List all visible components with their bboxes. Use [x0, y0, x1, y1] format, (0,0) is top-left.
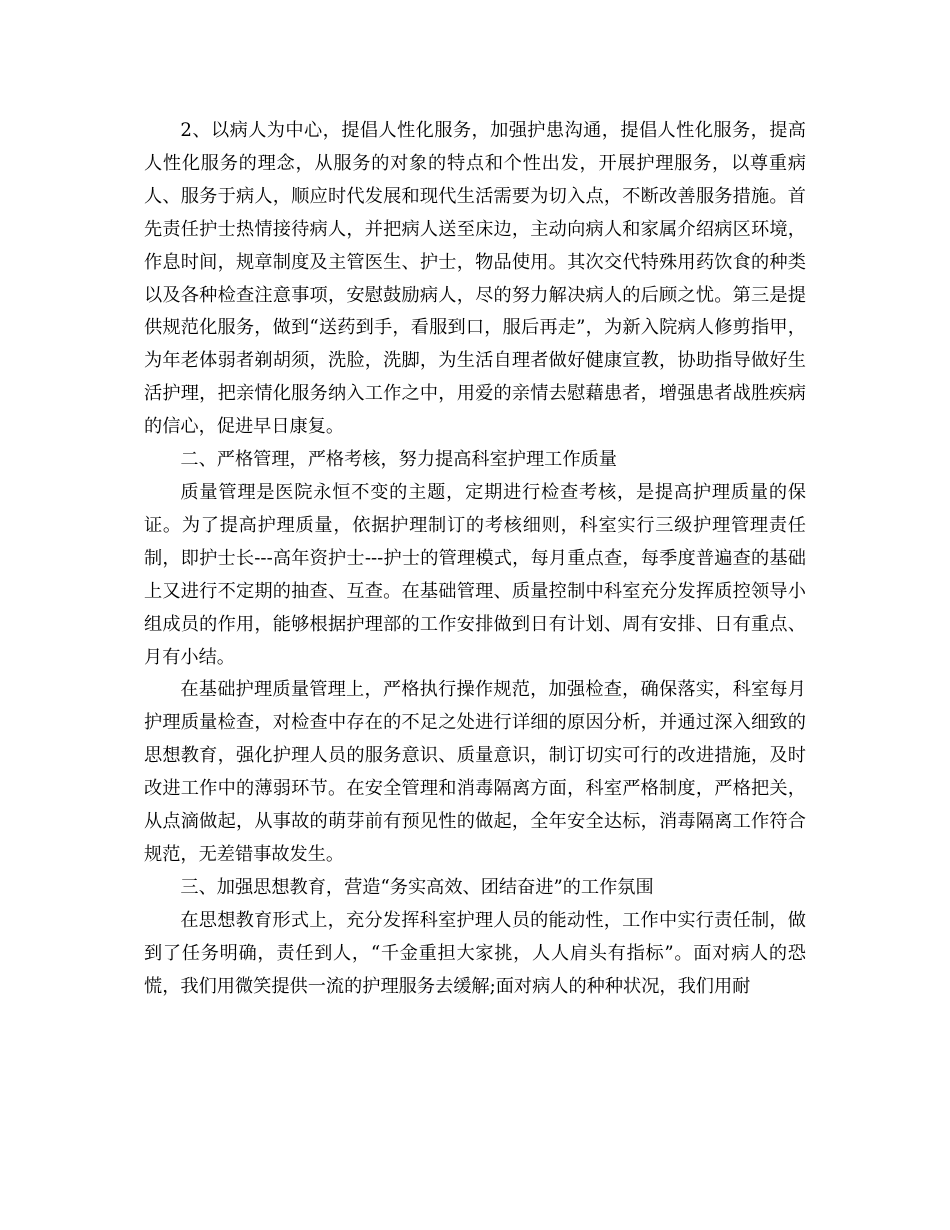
section-heading-ideological-education: 三、加强思想教育，营造“务实高效、团结奋进”的工作氛围: [180, 876, 654, 898]
paragraph-patient-centered-service: 2、以病人为中心，提倡人性化服务，加强护患沟通，提倡人性化服务，提高人性化服务的理念，从服务的对象的特点和个性出发，开展护理服务，以尊重病人、服务于病人，顺应时代发展和现代生活需要为切入点，不断改善服务措施。首先责任护士热情接待病人，并把病人送至床边，主动向病人和家属介绍病区环境，作息时间，规章制度及主管医生、护士，物品使用。其次交代特殊用药饮食的种类以及各种检查注意事项，安慰鼓励病人，尽的努力解决病人的后顾之忧。第三是提供规范化服务，做到“送药到手，看服到口，服后再走”，为新入院病人修剪指甲，为年老体弱者剃胡须，洗脸，洗脚，为生活自理者做好健康宣教，协助指导做好生活护理，把亲情化服务纳入工作之中，用爱的亲情去慰藉患者，增强患者战胜疾病的信心，促进早日康复。: [144, 120, 806, 438]
paragraph-ideological-education: 在思想教育形式上，充分发挥科室护理人员的能动性，工作中实行责任制，做到了任务明确，责任到人，“千金重担大家挑，人人肩头有指标”。面对病人的恐慌，我们用微笑提供一流的护理服务去缓解;面对病人的种种状况，我们用耐: [144, 909, 806, 997]
section-heading-strict-management: 二、严格管理，严格考核，努力提高科室护理工作质量: [180, 449, 617, 471]
paragraph-quality-management: 质量管理是医院永恒不变的主题，定期进行检查考核，是提高护理质量的保证。为了提高护理质量，依据护理制订的考核细则，科室实行三级护理管理责任制，即护士长---高年资护士---护士的管理模式，每月重点查，每季度普遍查的基础上又进行不定期的抽查、互查。在基础管理、质量控制中科室充分发挥质控领导小组成员的作用，能够根据护理部的工作安排做到日有计划、周有安排、日有重点、月有小结。: [144, 481, 806, 668]
paragraph-basic-nursing-quality: 在基础护理质量管理上，严格执行操作规范，加强检查，确保落实，科室每月护理质量检查，对检查中存在的不足之处进行详细的原因分析，并通过深入细致的思想教育，强化护理人员的服务意识、质量意识，制订切实可行的改进措施，及时改进工作中的薄弱环节。在安全管理和消毒隔离方面，科室严格制度，严格把关，从点滴做起，从事故的萌芽前有预见性的做起，全年安全达标，消毒隔离工作符合规范，无差错事故发生。: [144, 679, 806, 865]
document-body: [144, 115, 806, 1003]
